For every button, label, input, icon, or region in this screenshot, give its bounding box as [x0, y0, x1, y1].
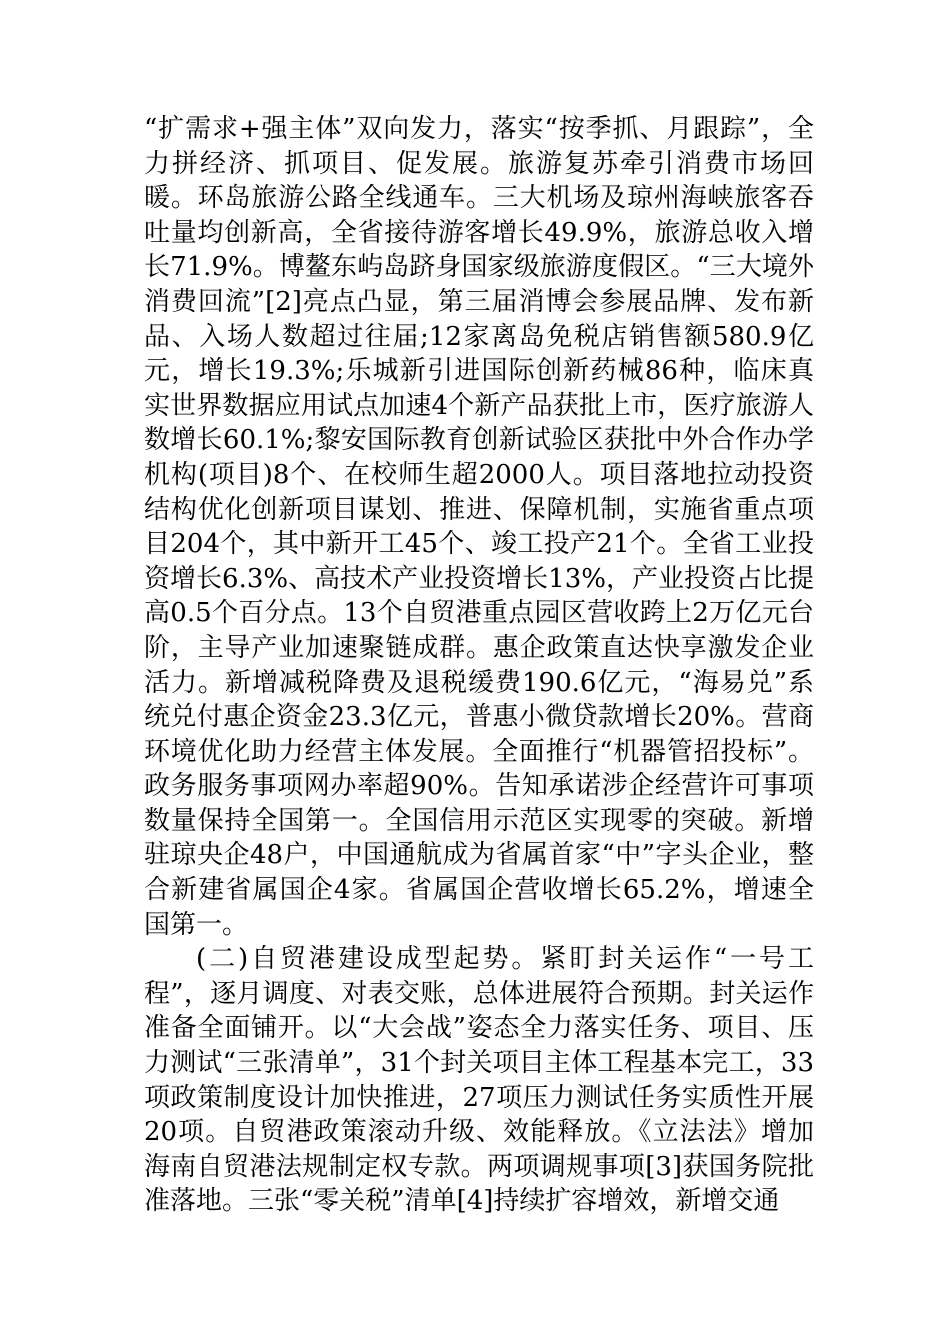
paragraph-economy: “扩需求+强主体”双向发力，落实“按季抓、月跟踪”，全力拼经济、抓项目、促发展。旅游复苏牵引消费市场回暖。环岛旅游公路全线通车。三大机场及琼州海峡旅客吞吐量均创新高，全省接待游客增长49.9%，旅游总收入增长71.9%。博鳌东屿岛跻身国家级旅游度假区。“三大境外消费回流”[2]亮点凸显，第三届消博会参展品牌、发布新品、入场人数超过往届;12家离岛免税店销售额580.9亿元，增长19.3%;乐城新引进国际创新药械86种，临床真实世界数据应用试点加速4个新产品获批上市，医疗旅游人数增长60.1%;黎安国际教育创新试验区获批中外合作办学机构(项目)8个、在校师生超2000人。项目落地拉动投资结构优化创新项目谋划、推进、保障机制，实施省重点项目204个，其中新开工45个、竣工投产21个。全省工业投资增长6.3%、高技术产业投资增长13%，产业投资占比提高0.5个百分点。13个自贸港重点园区营收跨上2万亿元台阶，主导产业加速聚链成群。惠企政策直达快享激发企业活力。新增减税降费及退税缓费190.6亿元，“海易兑”系统兑付惠企资金23.3亿元，普惠小微贷款增长20%。营商环境优化助力经营主体发展。全面推行“机器管招投标”。政务服务事项网办率超90%。告知承诺涉企经营许可事项数量保持全国第一。全国信用示范区实现零的突破。新增驻琼央企48户，中国通航成为省属首家“中”字头企业，整合新建省属国企4家。省属国企营收增长65.2%，增速全国第一。 — [144, 114, 814, 940]
paragraph-free-trade-port: (二)自贸港建设成型起势。紧盯封关运作“一号工程”，逐月调度、对表交账，总体进展符合预期。封关运作准备全面铺开。以“大会战”姿态全力落实任务、项目、压力测试“三张清单”，31个封关项目主体工程基本完工，33项政策制度设计加快推进，27项压力测试任务实质性开展20项。自贸港政策滚动升级、效能释放。《立法法》增加海南自贸港法规制定权专款。两项调规事项[3]获国务院批准落地。三张“零关税”清单[4]持续扩容增效，新增交通 — [144, 944, 814, 1217]
document-body — [144, 112, 814, 1219]
